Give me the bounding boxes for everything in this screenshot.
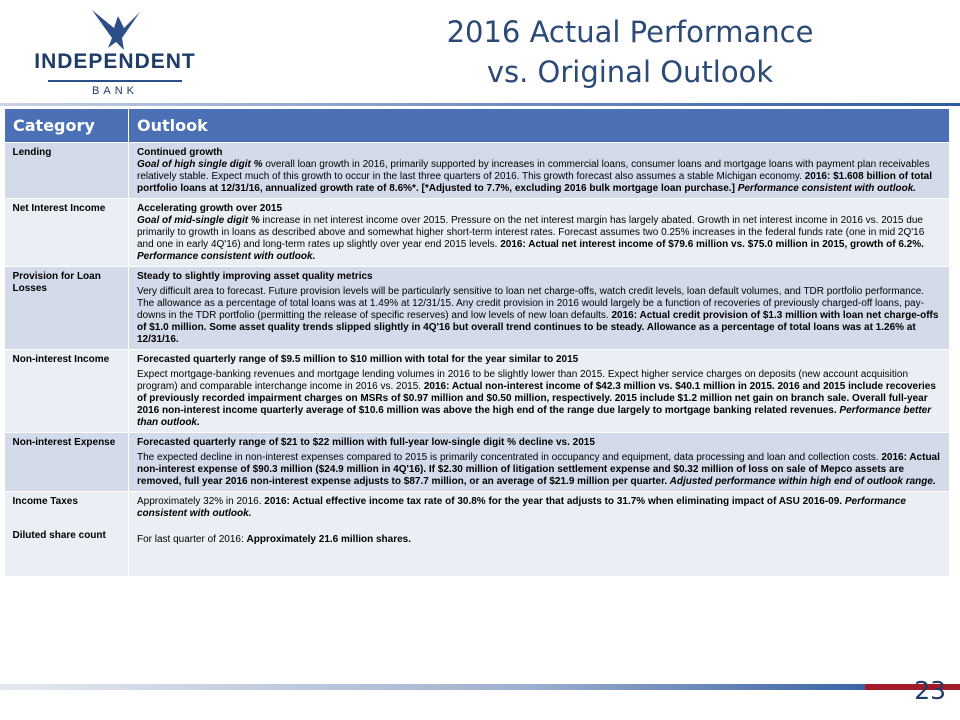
bank-name: INDEPENDENT <box>34 50 196 73</box>
table-row <box>5 433 950 492</box>
header-divider <box>0 103 960 106</box>
shares-value: Approximately 21.6 million shares. <box>246 534 412 545</box>
outlook-text: Very difficult area to forecast. Future provision levels will be particularly sensitive to loan net charge-offs, watch credit levels, loan default volumes, and TDR portfolio performance. The allowance as a percentage of total loans was at 1.49% at 12/31/15. Any credit provision in 2016 would largely be a function of recoveries of previously charged-off loans, pay-downs in the TDR portfolio (permitting the release of specific reserves) and low levels of new loan defaults. <box>137 286 925 321</box>
bank-logo <box>30 8 200 98</box>
table-row <box>5 199 950 267</box>
eagle-icon <box>90 8 142 52</box>
table-row <box>5 143 950 199</box>
outlook-cell <box>129 143 950 199</box>
logo-divider <box>48 80 182 82</box>
category-cell: Provision for Loan Losses <box>5 267 129 350</box>
outlook-goal: Goal of high single digit % <box>137 159 263 170</box>
outlook-cell <box>129 433 950 492</box>
outlook-body <box>137 286 941 346</box>
category-income-taxes: Income Taxes <box>12 496 78 507</box>
table-row <box>5 350 950 433</box>
column-header-outlook: Outlook <box>129 109 950 143</box>
outlook-shares <box>137 534 941 546</box>
column-header-category: Category <box>5 109 129 143</box>
outlook-assessment: Performance better than outlook. <box>137 405 932 428</box>
table-row <box>5 492 950 577</box>
outlook-text: The expected decline in non-interest expenses compared to 2015 is primarily concentrated in occupancy and equipment, data processing and loan and collection costs. <box>137 452 882 463</box>
outlook-actual: 2016: Actual effective income tax rate of 30.8% for the year that adjusts to 31.7% when eliminating impact of ASU 2016-09. <box>264 496 843 507</box>
outlook-body <box>137 452 941 488</box>
category-cell: Lending <box>5 143 129 199</box>
outlook-cell <box>129 199 950 267</box>
slide-title <box>380 12 880 92</box>
shares-label: For last quarter of 2016: <box>137 534 247 545</box>
category-cell <box>5 492 129 577</box>
outlook-text: overall loan growth in 2016, primarily supported by increases in commercial loans, consumer loans and mortgage loans with payment plan receivables relatively stable. Expect much of this growth to occur in the last three quarters of 2016. This growth forecast also assumes a stable Michigan economy. <box>137 159 930 182</box>
category-cell: Non-interest Expense <box>5 433 129 492</box>
outlook-cell <box>129 492 950 577</box>
outlook-actual: 2016: Actual non-interest expense of $90.3 million ($24.9 million in 4Q'16). If $2.30 million of litigation settlement expense and $0.32 million of loss on sale of Mepco assets are removed, full year 2016 non-interest expense adjusts to $87.7 million, or an average of $21.9 million per quarter. <box>137 452 940 487</box>
outlook-actual: 2016: Actual net interest income of $79.6 million vs. $75.0 million in 2015, growth of 6.2%. <box>500 239 924 250</box>
outlook-table <box>4 108 950 576</box>
outlook-heading: Accelerating growth over 2015 <box>137 203 283 214</box>
outlook-actual: 2016: $1.608 billion of total portfolio loans at 12/31/16, annualized growth rate of 8.6%*. [*Adjusted to 7.7%, excluding 2016 bulk mortgage loan purchase.] <box>137 171 932 194</box>
page-number: 23 <box>914 676 946 705</box>
outlook-text: increase in net interest income over 2015. Pressure on the net interest margin has largely abated. Growth in net interest income in 2016 vs. 2015 due primarily to growth in loans as described above and somewhat higher short-term interest rates. Forecast assumes two 0.25% increases in the federal funds rate (one in mid 2Q'16 and one in early 4Q'16) and long-term rates up slightly over year end 2015 levels. <box>137 215 925 250</box>
outlook-body <box>137 496 941 520</box>
outlook-assessment: Performance consistent with outlook. <box>137 496 906 519</box>
table-header-row <box>5 109 950 143</box>
outlook-actual: 2016: Actual credit provision of $1.3 million with loan net charge-offs of $1.0 million. Some asset quality trends slipped slightly in 4Q'16 but overall trend continues to be steady. Allowance as a percentage of total loans was at 1.26% at 12/31/16. <box>137 310 939 345</box>
category-cell: Net Interest Income <box>5 199 129 267</box>
outlook-heading: Steady to slightly improving asset quality metrics <box>137 271 373 282</box>
outlook-body <box>137 369 941 429</box>
category-diluted-shares: Diluted share count <box>12 530 106 541</box>
outlook-text: Expect mortgage-banking revenues and mortgage lending volumes in 2016 to be slightly lower than 2015. Expect higher service charges on deposits (new account acquisition program) and comparable interchange income in 2016 vs. 2015. <box>137 369 909 392</box>
outlook-text: Approximately 32% in 2016. <box>137 496 265 507</box>
footer-divider <box>0 684 865 690</box>
outlook-assessment: Performance consistent with outlook. <box>734 183 917 194</box>
title-line-1: 2016 Actual Performance <box>446 15 814 49</box>
outlook-heading: Continued growth <box>137 147 223 158</box>
table-row <box>5 267 950 350</box>
title-line-2: vs. Original Outlook <box>486 55 774 89</box>
outlook-heading: Forecasted quarterly range of $21 to $22 million with full-year low-single digit % decline vs. 2015 <box>137 437 595 448</box>
outlook-body <box>137 215 941 263</box>
outlook-heading: Forecasted quarterly range of $9.5 million to $10 million with total for the year similar to 2015 <box>137 354 579 365</box>
outlook-cell <box>129 267 950 350</box>
category-cell: Non-interest Income <box>5 350 129 433</box>
outlook-assessment: Performance consistent with outlook. <box>137 251 316 262</box>
outlook-cell <box>129 350 950 433</box>
bank-subtitle: BANK <box>92 85 138 97</box>
outlook-body <box>137 159 941 195</box>
outlook-assessment: Adjusted performance within high end of outlook range. <box>667 476 936 487</box>
outlook-actual: 2016: Actual non-interest income of $42.3 million vs. $40.1 million in 2015. 2016 and 2015 include recoveries of previously recorded impairment charges on MSRs of $0.97 million and $0.50 million, respectively. 2015 include $1.2 million net gain on branch sale. Overall full-year 2016 non-interest income quarterly average of $10.6 million was above the high end of the range due largely to mortgage banking related revenues. <box>137 381 936 416</box>
outlook-goal: Goal of mid-single digit % <box>137 215 260 226</box>
